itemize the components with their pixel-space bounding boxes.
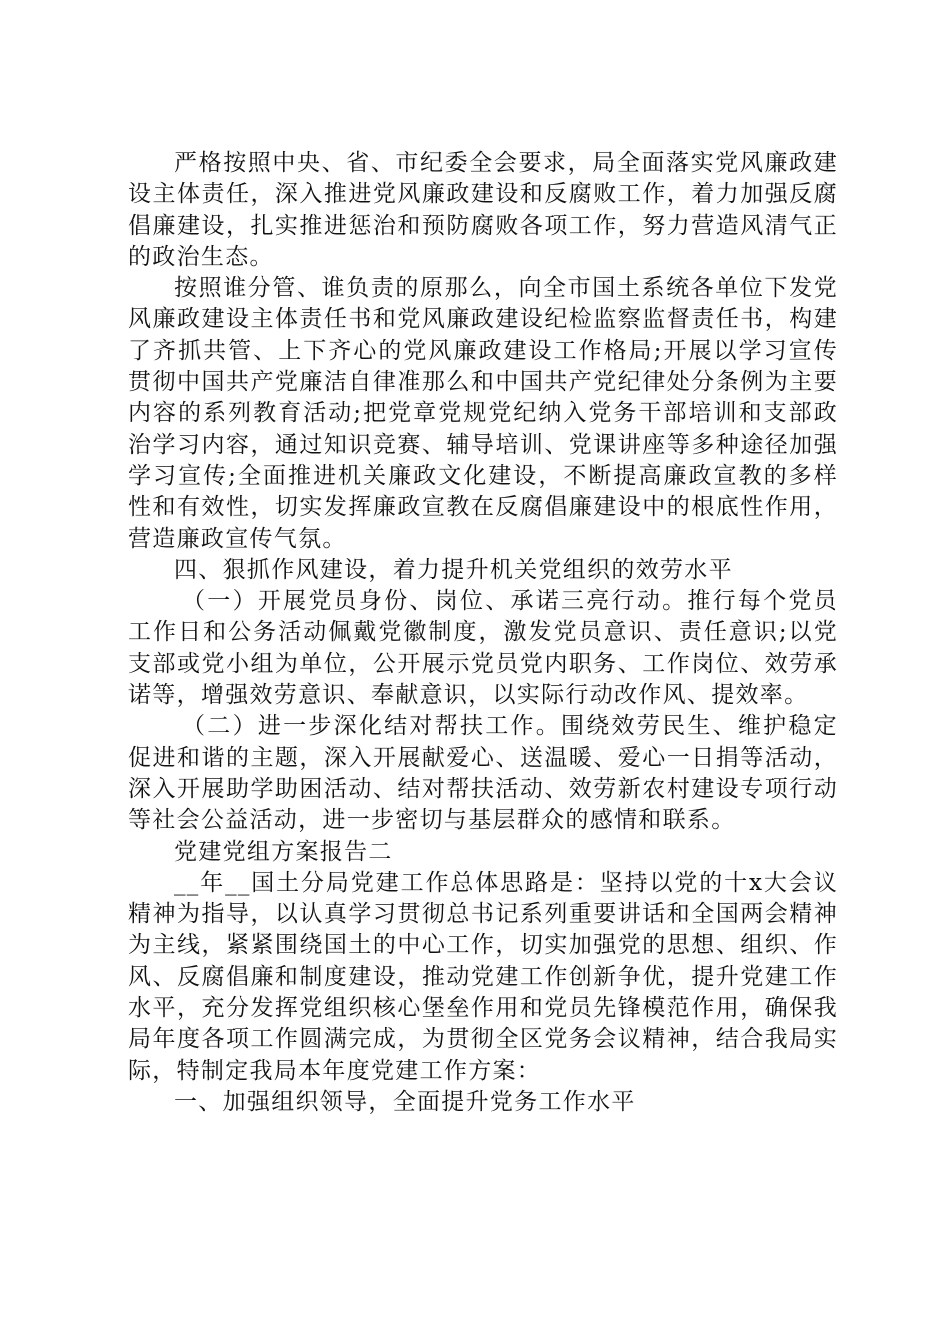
paragraph-overall-approach: __年__国土分局党建工作总体思路是：坚持以党的十x大会议精神为指导，以认真学习贯彻总书记系列重要讲话和全国两会精神为主线，紧紧围绕国土的中心工作，切实加强党的思想、组织、作风、反腐倡廉和制度建设，推动党建工作创新争优，提升党建工作水平，充分发挥党组织核心堡垒作用和党员先锋模范作用，确保我局年度各项工作圆满完成，为贯彻全区党务会议精神，结合我局实际，特制定我局本年度党建工作方案： (128, 869, 838, 1084)
section-heading-work-style: 四、狠抓作风建设，着力提升机关党组织的效劳水平 (174, 556, 733, 583)
report-title-two: 党建党组方案报告二 (174, 838, 393, 865)
section-heading-organization-leadership: 一、加强组织领导，全面提升党务工作水平 (174, 1088, 636, 1115)
paragraph-party-style-responsibility: 严格按照中央、省、市纪委全会要求，局全面落实党风廉政建设主体责任，深入推进党风廉政建设和反腐败工作，着力加强反腐倡廉建设，扎实推进惩治和预防腐败各项工作，努力营造风清气正的政治生态。 (128, 150, 838, 270)
paragraph-responsibility-letters: 按照谁分管、谁负责的原那么，向全市国土系统各单位下发党风廉政建设主体责任书和党风廉政建设纪检监察监督责任书，构建了齐抓共管、上下齐心的党风廉政建设工作格局;开展以学习宣传贯彻中国共产党廉洁自律准那么和中国共产党纪律处分条例为主要内容的系列教育活动;把党章党规党纪纳入党务干部培训和支部政治学习内容，通过知识竞赛、辅导培训、党课讲座等多种途径加强学习宣传;全面推进机关廉政文化建设，不断提高廉政宣教的多样性和有效性，切实发挥廉政宣教在反腐倡廉建设中的根底性作用，营造廉政宣传气氛。 (128, 275, 838, 552)
paragraph-three-highlights-action: （一）开展党员身份、岗位、承诺三亮行动。推行每个党员工作日和公务活动佩戴党徽制度，激发党员意识、责任意识;以党支部或党小组为单位，公开展示党员党内职务、工作岗位、效劳承诺等，增强效劳意识、奉献意识，以实际行动改作风、提效率。 (128, 588, 838, 709)
paragraph-paired-assistance: （二）进一步深化结对帮扶工作。围绕效劳民生、维护稳定促进和谐的主题，深入开展献爱心、送温暖、爱心一日捐等活动，深入开展助学助困活动、结对帮扶活动、效劳新农村建设专项行动等社会公益活动，进一步密切与基层群众的感情和联系。 (128, 713, 838, 834)
document-body (128, 148, 838, 1118)
